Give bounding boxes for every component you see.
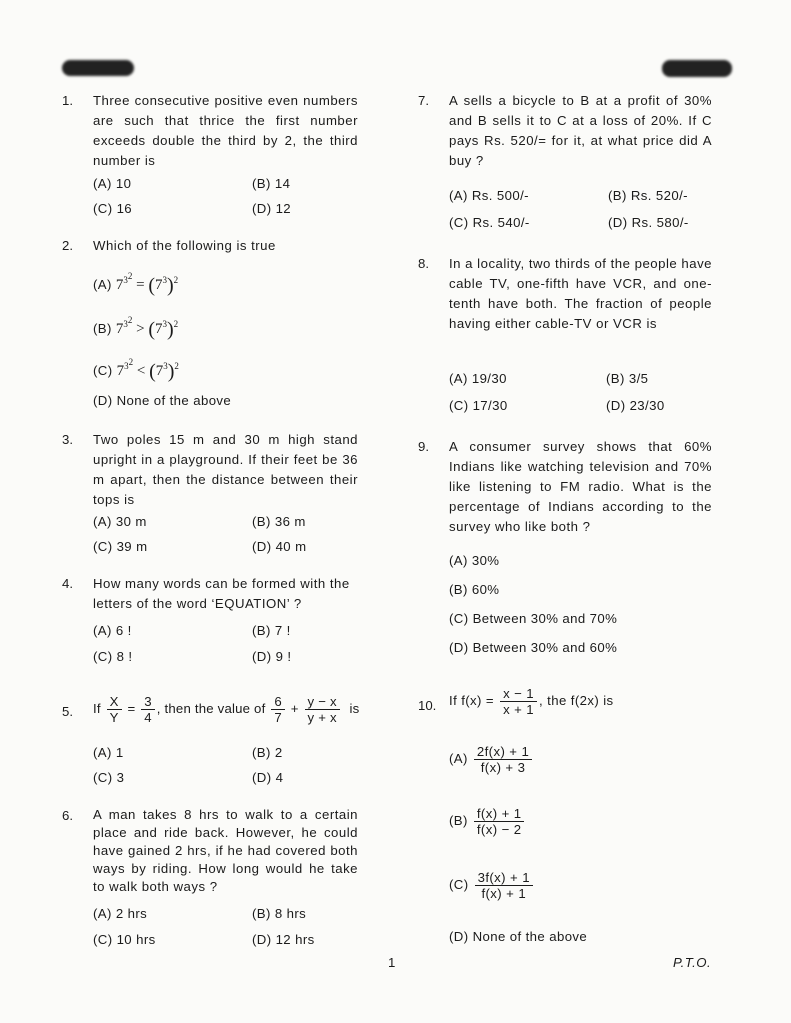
option-d: (D) Rs. 580/- (608, 215, 689, 230)
option-a: (A) 10 (93, 176, 132, 191)
option-label: (C) (93, 363, 113, 378)
option-c: (C) 3 (93, 770, 125, 785)
question-number: 3. (62, 432, 73, 447)
option-c (449, 870, 535, 901)
option-c: (C) 10 hrs (93, 932, 156, 947)
question-text: A man takes 8 hrs to walk to a certain place and ride back. However, he could have gained 2 hrs, if he had covered both ways by riding. How long would he take to walk both ways ? (93, 807, 358, 894)
question-number: 4. (62, 576, 73, 591)
option-c: (C) 16 (93, 201, 133, 216)
fraction-6-over-7: $\frac{6}{7}$ (271, 694, 285, 725)
option-b-fraction: $\frac{f(x) + 1}{f(x) - 2}$ (474, 806, 525, 837)
question-text: A sells a bicycle to B at a profit of 30% and B sells it to C at a loss of 20%. If C pays Rs. 520/= for it, at what price did A buy ? (449, 93, 712, 168)
option-b: (B) 2 (252, 745, 283, 760)
option-b: (B) 14 (252, 176, 291, 191)
option-d: (D) None of the above (93, 393, 232, 408)
fraction-x-minus-1-over-x-plus-1: $\frac{x - 1}{x + 1}$ (500, 686, 537, 717)
option-label: (B) (449, 812, 468, 828)
option-b: (B) 7 ! (252, 623, 291, 638)
header-redaction-left (62, 60, 134, 76)
option-a: (A) 30 m (93, 514, 147, 529)
option-label: (C) (449, 876, 469, 892)
option-d: (D) 9 ! (252, 649, 292, 664)
pto-label: P.T.O. (673, 955, 712, 970)
question-number: 6. (62, 808, 73, 823)
option-c: (C) 17/30 (449, 398, 508, 413)
option-c: (C) Between 30% and 70% (449, 611, 618, 626)
option-d: (D) 40 m (252, 539, 307, 554)
power-expression: $7^{3^2} < (7^3)^2$ (116, 357, 179, 383)
question-number: 10. (418, 698, 437, 713)
option-label: (A) (449, 750, 468, 766)
option-label: (A) (93, 277, 112, 292)
option-d: (D) 23/30 (606, 398, 665, 413)
power-expression: $7^{3^2} > (7^3)^2$ (115, 315, 179, 341)
option-label: (B) (93, 321, 112, 336)
option-d: (D) 4 (252, 770, 284, 785)
question-text: Three consecutive positive even numbers are such that thrice the first number exceeds double the third by 2, the third number is (93, 93, 358, 168)
option-a: (A) 6 ! (93, 623, 132, 638)
option-c (93, 352, 179, 382)
option-c-fraction: $\frac{3f(x) + 1}{f(x) + 1}$ (475, 870, 533, 901)
question-text: A consumer survey shows that 60% Indians like watching television and 70% like listening to FM radio. What is the percentage of Indians according to the survey who like both ? (449, 439, 712, 534)
question-number: 2. (62, 238, 73, 253)
fraction-y-minus-x-over-y-plus-x: $\frac{y - x}{y + x}$ (305, 694, 340, 725)
option-d: (D) 12 hrs (252, 932, 315, 947)
question-text: If $\frac{X}{Y}$ = $\frac{3}{4}$ , then the value of $\frac{6}{7}$ + $\frac{y - x}{y + x}$ is (93, 694, 360, 725)
question-number: 5. (62, 704, 73, 719)
option-b: (B) 8 hrs (252, 906, 307, 921)
option-b (93, 310, 178, 340)
option-b (449, 806, 526, 837)
question-text: In a locality, two thirds of the people have cable TV, one-fifth have VCR, and one-tenth have both. The fraction of people having either cable-TV or VCR is (449, 256, 712, 331)
option-c: (C) 39 m (93, 539, 148, 554)
fraction-x-over-y: $\frac{X}{Y}$ (107, 694, 122, 725)
question-number: 9. (418, 439, 429, 454)
question-number: 1. (62, 93, 73, 108)
question-number: 7. (418, 93, 429, 108)
question-text: How many words can be formed with the letters of the word ‘EQUATION’ ? (93, 576, 350, 611)
page-number: 1 (388, 955, 396, 970)
option-d: (D) Between 30% and 60% (449, 640, 618, 655)
power-expression: $7^{3^2} = (7^3)^2$ (115, 271, 179, 297)
option-a (449, 744, 534, 775)
option-d: (D) None of the above (449, 929, 588, 944)
question-text: Two poles 15 m and 30 m high stand upright in a playground. If their feet be 36 m apart, then the distance between their tops is (93, 432, 358, 507)
question-text: If f(x) = $\frac{x - 1}{x + 1}$ , the f(2x) is (449, 686, 614, 717)
option-b: (B) 60% (449, 582, 500, 597)
option-a-fraction: $\frac{2f(x) + 1}{f(x) + 3}$ (474, 744, 532, 775)
option-a: (A) 19/30 (449, 371, 507, 386)
option-d: (D) 12 (252, 201, 292, 216)
question-text: Which of the following is true (93, 238, 276, 253)
option-b: (B) 36 m (252, 514, 306, 529)
option-a: (A) 30% (449, 553, 500, 568)
option-b: (B) 3/5 (606, 371, 649, 386)
header-redaction-right (662, 60, 732, 77)
option-a (93, 266, 178, 296)
option-a: (A) Rs. 500/- (449, 188, 529, 203)
question-number: 8. (418, 256, 429, 271)
option-a: (A) 2 hrs (93, 906, 148, 921)
option-c: (C) 8 ! (93, 649, 133, 664)
option-c: (C) Rs. 540/- (449, 215, 530, 230)
option-b: (B) Rs. 520/- (608, 188, 688, 203)
fraction-3-over-4: $\frac{3}{4}$ (141, 694, 155, 725)
option-a: (A) 1 (93, 745, 124, 760)
